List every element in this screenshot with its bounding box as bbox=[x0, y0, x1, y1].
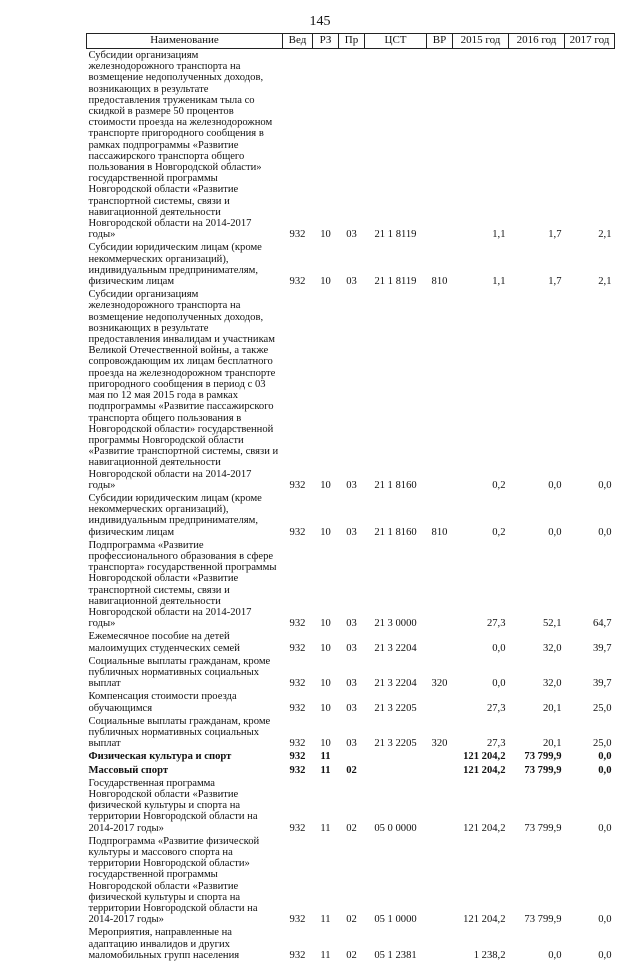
cell-y2016: 32,0 bbox=[509, 630, 565, 654]
cell-vr bbox=[427, 690, 453, 714]
cell-ved: 932 bbox=[283, 835, 313, 927]
cell-ved: 932 bbox=[283, 288, 313, 492]
cell-y2017: 64,7 bbox=[565, 539, 615, 631]
cell-vr bbox=[427, 777, 453, 835]
cell-ved: 932 bbox=[283, 715, 313, 751]
cell-vr bbox=[427, 926, 453, 962]
header-2016: 2016 год bbox=[509, 34, 565, 49]
cell-name: Государственная программа Новгородской области «Развитие физической культуры и спорта на территории Новгородской области на 2014-2017 годы» bbox=[87, 777, 283, 835]
cell-y2015: 121 204,2 bbox=[453, 764, 509, 777]
cell-y2017: 25,0 bbox=[565, 690, 615, 714]
header-cst: ЦСТ bbox=[365, 34, 427, 49]
cell-rz: 10 bbox=[313, 492, 339, 539]
cell-y2015: 27,3 bbox=[453, 715, 509, 751]
cell-y2016: 73 799,9 bbox=[509, 750, 565, 763]
cell-rz: 11 bbox=[313, 750, 339, 763]
cell-rz: 11 bbox=[313, 926, 339, 962]
cell-ved: 932 bbox=[283, 49, 313, 242]
cell-y2017: 0,0 bbox=[565, 764, 615, 777]
cell-y2015: 1,1 bbox=[453, 49, 509, 242]
cell-vr bbox=[427, 764, 453, 777]
header-vr: ВР bbox=[427, 34, 453, 49]
cell-name: Социальные выплаты гражданам, кроме публичных нормативных социальных выплат bbox=[87, 655, 283, 691]
cell-cst: 21 3 2204 bbox=[365, 655, 427, 691]
cell-rz: 10 bbox=[313, 49, 339, 242]
cell-cst: 21 1 8160 bbox=[365, 492, 427, 539]
cell-y2015: 121 204,2 bbox=[453, 835, 509, 927]
cell-name: Субсидии организациям железнодорожного транспорта на возмещение недополученных доходов, возникающих в результате предоставления инвалидам и участникам Великой Отечественной войны, а также сопровождающим их лицам бесплатного проезда на железнодорожном транспорте пригородного сообщения в период с 03 мая по 12 мая 2015 года в рамках подпрограммы «Развитие пассажирского транспорта общего пользования в Новгородской области» государственной программы Новгородской области «Развитие транспортной системы, связи и навигационной деятельности Новгородской области на 2014-2017 годы» bbox=[87, 288, 283, 492]
cell-pr: 03 bbox=[339, 288, 365, 492]
cell-vr bbox=[427, 288, 453, 492]
cell-y2016: 73 799,9 bbox=[509, 764, 565, 777]
cell-y2016: 73 799,9 bbox=[509, 777, 565, 835]
table-row bbox=[87, 926, 615, 962]
cell-pr: 02 bbox=[339, 835, 365, 927]
cell-ved: 932 bbox=[283, 539, 313, 631]
cell-cst bbox=[365, 750, 427, 763]
cell-y2016: 52,1 bbox=[509, 539, 565, 631]
cell-rz: 10 bbox=[313, 241, 339, 288]
cell-rz: 10 bbox=[313, 715, 339, 751]
cell-ved: 932 bbox=[283, 777, 313, 835]
cell-ved: 932 bbox=[283, 750, 313, 763]
cell-rz: 10 bbox=[313, 655, 339, 691]
cell-name: Подпрограмма «Развитие физической культуры и массового спорта на территории Новгородской области» государственной программы Новгородской области «Развитие физической культуры и спорта на территории Новгородской области на 2014-2017 годы» bbox=[87, 835, 283, 927]
cell-y2016: 20,1 bbox=[509, 690, 565, 714]
table-row bbox=[87, 655, 615, 691]
cell-y2017: 2,1 bbox=[565, 241, 615, 288]
cell-y2015: 121 204,2 bbox=[453, 750, 509, 763]
cell-cst: 05 1 0000 bbox=[365, 835, 427, 927]
cell-y2015: 0,0 bbox=[453, 630, 509, 654]
cell-y2016: 73 799,9 bbox=[509, 835, 565, 927]
cell-cst: 05 0 0000 bbox=[365, 777, 427, 835]
cell-pr: 03 bbox=[339, 539, 365, 631]
header-name: Наименование bbox=[87, 34, 283, 49]
cell-y2015: 27,3 bbox=[453, 539, 509, 631]
cell-y2016: 1,7 bbox=[509, 49, 565, 242]
cell-y2015: 0,0 bbox=[453, 655, 509, 691]
table-row bbox=[87, 777, 615, 835]
cell-vr bbox=[427, 49, 453, 242]
table-row bbox=[87, 764, 615, 777]
cell-pr: 02 bbox=[339, 764, 365, 777]
cell-ved: 932 bbox=[283, 655, 313, 691]
cell-pr: 03 bbox=[339, 630, 365, 654]
cell-cst bbox=[365, 764, 427, 777]
header-ved: Вед bbox=[283, 34, 313, 49]
cell-rz: 11 bbox=[313, 835, 339, 927]
cell-cst: 21 1 8119 bbox=[365, 49, 427, 242]
cell-pr: 03 bbox=[339, 241, 365, 288]
cell-y2015: 0,2 bbox=[453, 492, 509, 539]
cell-rz: 10 bbox=[313, 690, 339, 714]
cell-vr bbox=[427, 750, 453, 763]
cell-vr: 810 bbox=[427, 492, 453, 539]
cell-rz: 11 bbox=[313, 777, 339, 835]
cell-ved: 932 bbox=[283, 630, 313, 654]
cell-pr: 02 bbox=[339, 777, 365, 835]
table-row bbox=[87, 288, 615, 492]
cell-y2017: 0,0 bbox=[565, 926, 615, 962]
cell-name: Субсидии юридическим лицам (кроме некоммерческих организаций), индивидуальным предпринимателям, физическим лицам bbox=[87, 492, 283, 539]
table-row bbox=[87, 750, 615, 763]
cell-y2017: 2,1 bbox=[565, 49, 615, 242]
cell-y2016: 0,0 bbox=[509, 492, 565, 539]
cell-pr bbox=[339, 750, 365, 763]
cell-pr: 03 bbox=[339, 715, 365, 751]
cell-name: Социальные выплаты гражданам, кроме публичных нормативных социальных выплат bbox=[87, 715, 283, 751]
cell-vr: 320 bbox=[427, 655, 453, 691]
cell-y2017: 39,7 bbox=[565, 630, 615, 654]
page-number: 145 bbox=[0, 14, 640, 30]
table-row bbox=[87, 835, 615, 927]
cell-name: Физическая культура и спорт bbox=[87, 750, 283, 763]
cell-y2016: 32,0 bbox=[509, 655, 565, 691]
cell-name: Мероприятия, направленные на адаптацию инвалидов и других маломобильных групп населения bbox=[87, 926, 283, 962]
cell-name: Подпрограмма «Развитие профессионального образования в сфере транспорта» государственной программы Новгородской области «Развитие транспортной системы, связи и навигационной деятельности Новгородской области на 2014-2017 годы» bbox=[87, 539, 283, 631]
cell-y2017: 0,0 bbox=[565, 835, 615, 927]
table-row bbox=[87, 715, 615, 751]
table-row bbox=[87, 241, 615, 288]
table-row bbox=[87, 690, 615, 714]
budget-table bbox=[86, 33, 615, 962]
cell-y2015: 27,3 bbox=[453, 690, 509, 714]
table-row bbox=[87, 630, 615, 654]
cell-y2016: 20,1 bbox=[509, 715, 565, 751]
cell-ved: 932 bbox=[283, 492, 313, 539]
cell-pr: 03 bbox=[339, 690, 365, 714]
cell-y2015: 1 238,2 bbox=[453, 926, 509, 962]
header-rz: РЗ bbox=[313, 34, 339, 49]
cell-name: Субсидии организациям железнодорожного транспорта на возмещение недополученных доходов, возникающих в результате предоставления труженикам тыла со скидкой в размере 50 процентов стоимости проезда на железнодорожном транспорте пригородного сообщения в рамках подпрограммы «Развитие пассажирского транспорта общего пользования в Новгородской области» государственной программы Новгородской области «Развитие транспортной системы, связи и навигационной деятельности Новгородской области на 2014-2017 годы» bbox=[87, 49, 283, 242]
cell-ved: 932 bbox=[283, 764, 313, 777]
cell-rz: 10 bbox=[313, 630, 339, 654]
cell-y2017: 0,0 bbox=[565, 750, 615, 763]
cell-y2017: 0,0 bbox=[565, 492, 615, 539]
cell-y2016: 1,7 bbox=[509, 241, 565, 288]
cell-y2016: 0,0 bbox=[509, 288, 565, 492]
header-2017: 2017 год bbox=[565, 34, 615, 49]
cell-cst: 21 3 2204 bbox=[365, 630, 427, 654]
cell-rz: 10 bbox=[313, 539, 339, 631]
cell-y2017: 0,0 bbox=[565, 288, 615, 492]
cell-ved: 932 bbox=[283, 690, 313, 714]
cell-pr: 03 bbox=[339, 492, 365, 539]
cell-name: Ежемесячное пособие на детей малоимущих студенческих семей bbox=[87, 630, 283, 654]
cell-pr: 03 bbox=[339, 655, 365, 691]
cell-cst: 21 1 8119 bbox=[365, 241, 427, 288]
cell-cst: 21 1 8160 bbox=[365, 288, 427, 492]
header-2015: 2015 год bbox=[453, 34, 509, 49]
cell-y2015: 0,2 bbox=[453, 288, 509, 492]
cell-y2016: 0,0 bbox=[509, 926, 565, 962]
cell-y2015: 121 204,2 bbox=[453, 777, 509, 835]
cell-cst: 21 3 2205 bbox=[365, 715, 427, 751]
table-body bbox=[87, 49, 615, 962]
cell-name: Компенсация стоимости проезда обучающимся bbox=[87, 690, 283, 714]
cell-y2017: 0,0 bbox=[565, 777, 615, 835]
cell-y2017: 39,7 bbox=[565, 655, 615, 691]
cell-ved: 932 bbox=[283, 241, 313, 288]
cell-vr: 810 bbox=[427, 241, 453, 288]
cell-ved: 932 bbox=[283, 926, 313, 962]
table-row bbox=[87, 492, 615, 539]
cell-vr bbox=[427, 630, 453, 654]
cell-vr bbox=[427, 835, 453, 927]
cell-vr: 320 bbox=[427, 715, 453, 751]
cell-cst: 05 1 2381 bbox=[365, 926, 427, 962]
cell-pr: 02 bbox=[339, 926, 365, 962]
cell-name: Массовый спорт bbox=[87, 764, 283, 777]
cell-vr bbox=[427, 539, 453, 631]
cell-rz: 10 bbox=[313, 288, 339, 492]
cell-name: Субсидии юридическим лицам (кроме некоммерческих организаций), индивидуальным предпринимателям, физическим лицам bbox=[87, 241, 283, 288]
cell-y2017: 25,0 bbox=[565, 715, 615, 751]
cell-y2015: 1,1 bbox=[453, 241, 509, 288]
cell-rz: 11 bbox=[313, 764, 339, 777]
table-row bbox=[87, 539, 615, 631]
header-pr: Пр bbox=[339, 34, 365, 49]
cell-cst: 21 3 2205 bbox=[365, 690, 427, 714]
cell-cst: 21 3 0000 bbox=[365, 539, 427, 631]
cell-pr: 03 bbox=[339, 49, 365, 242]
table-row bbox=[87, 49, 615, 242]
table-header-row bbox=[87, 34, 615, 49]
